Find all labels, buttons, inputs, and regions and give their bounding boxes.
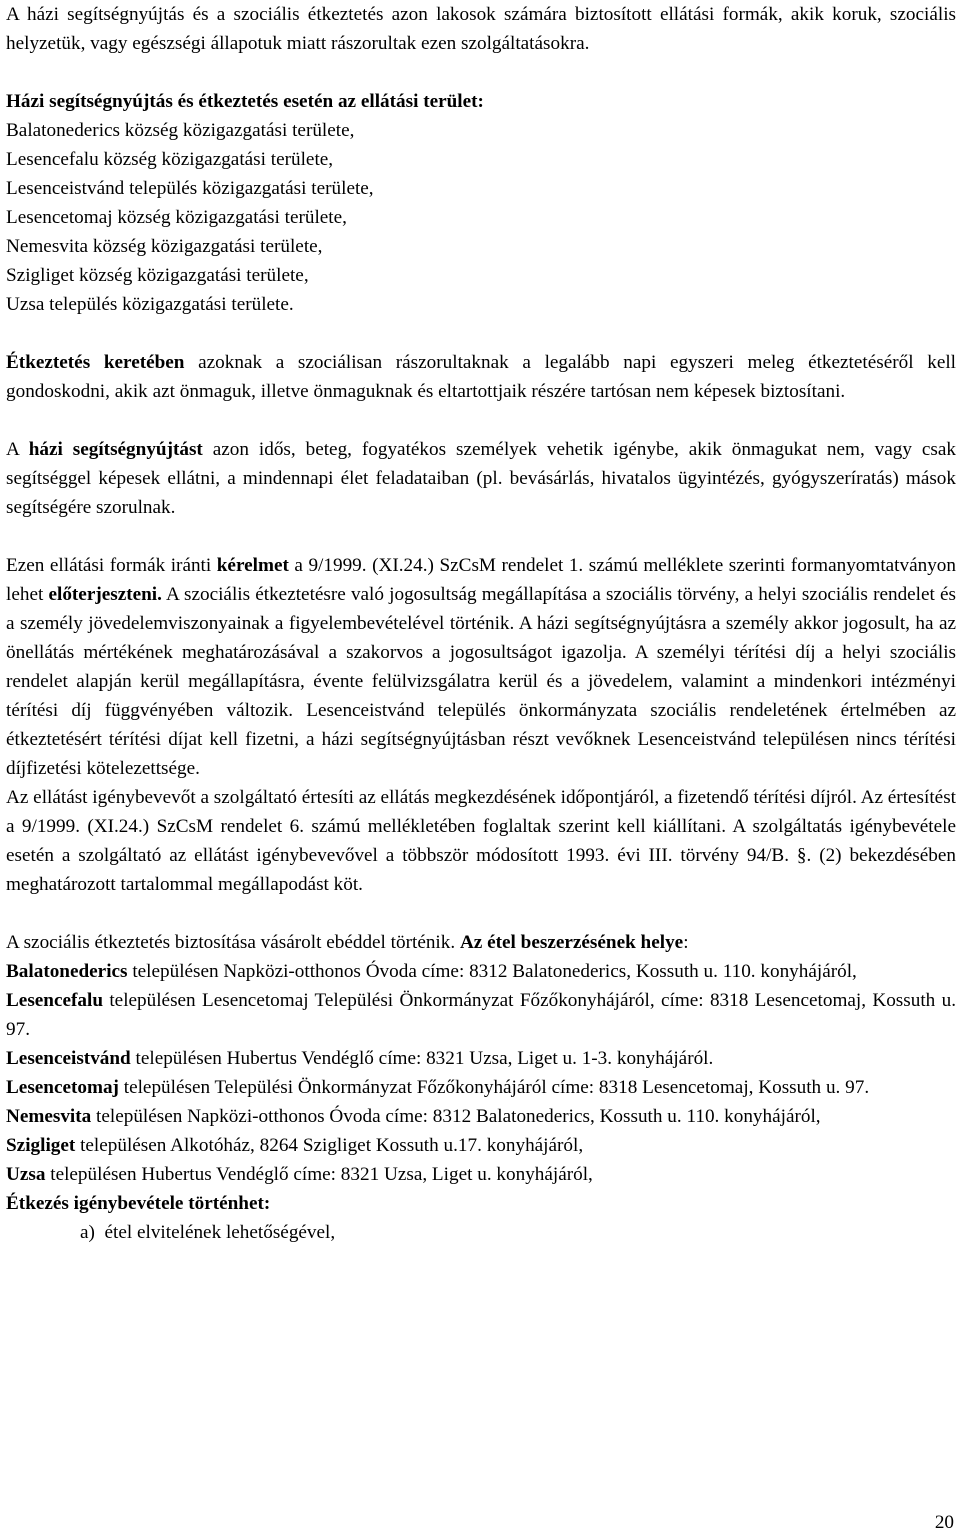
service-area-line: Lesenceistvánd település közigazgatási területe, xyxy=(6,178,374,199)
place-item: Lesencefalu településen Lesencetomaj Települési Önkormányzat Főzőkonyhájáról, címe: 8318 Lesencetomaj, Kossuth u. 97. xyxy=(6,990,956,1040)
place-item: Szigliget településen Alkotóház, 8264 Szigliget Kossuth u.17. konyhájáról, xyxy=(6,1135,584,1156)
service-area-section xyxy=(6,87,956,319)
service-area-line: Szigliget község közigazgatási területe, xyxy=(6,265,309,286)
procurement-paragraph: A szociális étkeztetés biztosítása vásárolt ebéddel történik. Az étel beszerzésének helye: xyxy=(6,932,689,953)
document-page xyxy=(6,0,956,1247)
page-number: 20 xyxy=(934,1512,954,1533)
service-area-line: Lesencetomaj község közigazgatási területe, xyxy=(6,207,347,228)
service-area-line: Balatonederics község közigazgatási területe, xyxy=(6,120,355,141)
service-area-heading: Házi segítségnyújtás és étkeztetés esetén az ellátási terület: xyxy=(6,91,484,112)
meal-service-paragraph: Étkeztetés keretében azoknak a szociálisan rászorultaknak a legalább napi egyszeri meleg étkeztetéséről kell gondoskodni, akik azt önmaguk, illetve önmaguknak és eltartottjaik részére tartósan nem képesek biztosítani. xyxy=(6,352,956,402)
intro-paragraph: A házi segítségnyújtás és a szociális étkeztetés azon lakosok számára biztosított ellátási formák, akik koruk, szociális helyzetük, vagy egészségi állapotuk miatt rászorultak ezen szolgáltatásokra. xyxy=(6,4,956,54)
application-paragraph: Ezen ellátási formák iránti kérelmet a 9/1999. (XI.24.) SzCsM rendelet 1. számú melléklete szerinti formanyomtatványon lehet előterjeszteni. A szociális étkeztetésre való jogosultság megállapítása a szociális törvény, a helyi szociális rendelet és a személy jövedelemviszonyainak a figyelembevételével történik. A házi segítségnyújtásra a személy akkor jogosult, ha az önellátás mértékének meghatározásával a szakorvos a jogosultságot igazolja. A személyi térítési díj a helyi szociális rendelet alapján kerül megállapításra, évente felülvizsgálatra kerül és a jövedelem, valamint a mindenkori intézményi térítési díj függvényében változik. Lesenceistvánd település önkormányzata szociális rendeletének értelmében az étkeztetésért térítési díjat kell fizetni, a házi segítségnyújtásban részt vevőknek Lesenceistvánd településen nincs térítési díjfizetési kötelezettsége. xyxy=(6,555,957,779)
place-item: Lesenceistvánd településen Hubertus Vendéglő címe: 8321 Uzsa, Liget u. 1-3. konyhájáról. xyxy=(6,1048,714,1069)
place-item: Nemesvita településen Napközi-otthonos Óvoda címe: 8312 Balatonederics, Kossuth u. 110. konyhájáról, xyxy=(6,1106,821,1127)
service-area-line: Uzsa település közigazgatási területe. xyxy=(6,294,294,315)
service-area-line: Lesencefalu község közigazgatási területe, xyxy=(6,149,334,170)
service-area-line: Nemesvita község közigazgatási területe, xyxy=(6,236,323,257)
usage-list-item: a) étel elvitelének lehetőségével, xyxy=(80,1222,336,1243)
notification-paragraph: Az ellátást igénybevevőt a szolgáltató értesíti az ellátás megkezdésének időpontjáról, a fizetendő térítési díjról. Az értesítést a 9/1999. (XI.24.) SzCsM rendelet 6. számú mellékletében foglaltak szerint kell kiállítani. A szolgáltatás igénybevétele esetén a szolgáltató az ellátást igénybevevővel a többször módosított 1993. évi III. törvény 94/B. §. (2) bekezdésében meghatározott tartalommal megállapodást köt. xyxy=(6,787,956,895)
home-care-paragraph: A házi segítségnyújtást azon idős, beteg, fogyatékos személyek vehetik igénybe, akik önmagukat nem, vagy csak segítséggel képesek ellátni, a mindennapi élet feladataiban (pl. bevásárlás, hivatalos ügyintézés, gyógyszeríratás) mások segítségére szorulnak. xyxy=(6,439,956,518)
place-item: Uzsa településen Hubertus Vendéglő címe: 8321 Uzsa, Liget u. konyhájáról, xyxy=(6,1164,593,1185)
usage-heading: Étkezés igénybevétele történhet: xyxy=(6,1193,271,1214)
place-item: Balatonederics településen Napközi-otthonos Óvoda címe: 8312 Balatonederics, Kossuth u. 110. konyhájáról, xyxy=(6,961,857,982)
place-item: Lesencetomaj településen Települési Önkormányzat Főzőkonyhájáról címe: 8318 Lesencetomaj, Kossuth u. 97. xyxy=(6,1077,870,1098)
